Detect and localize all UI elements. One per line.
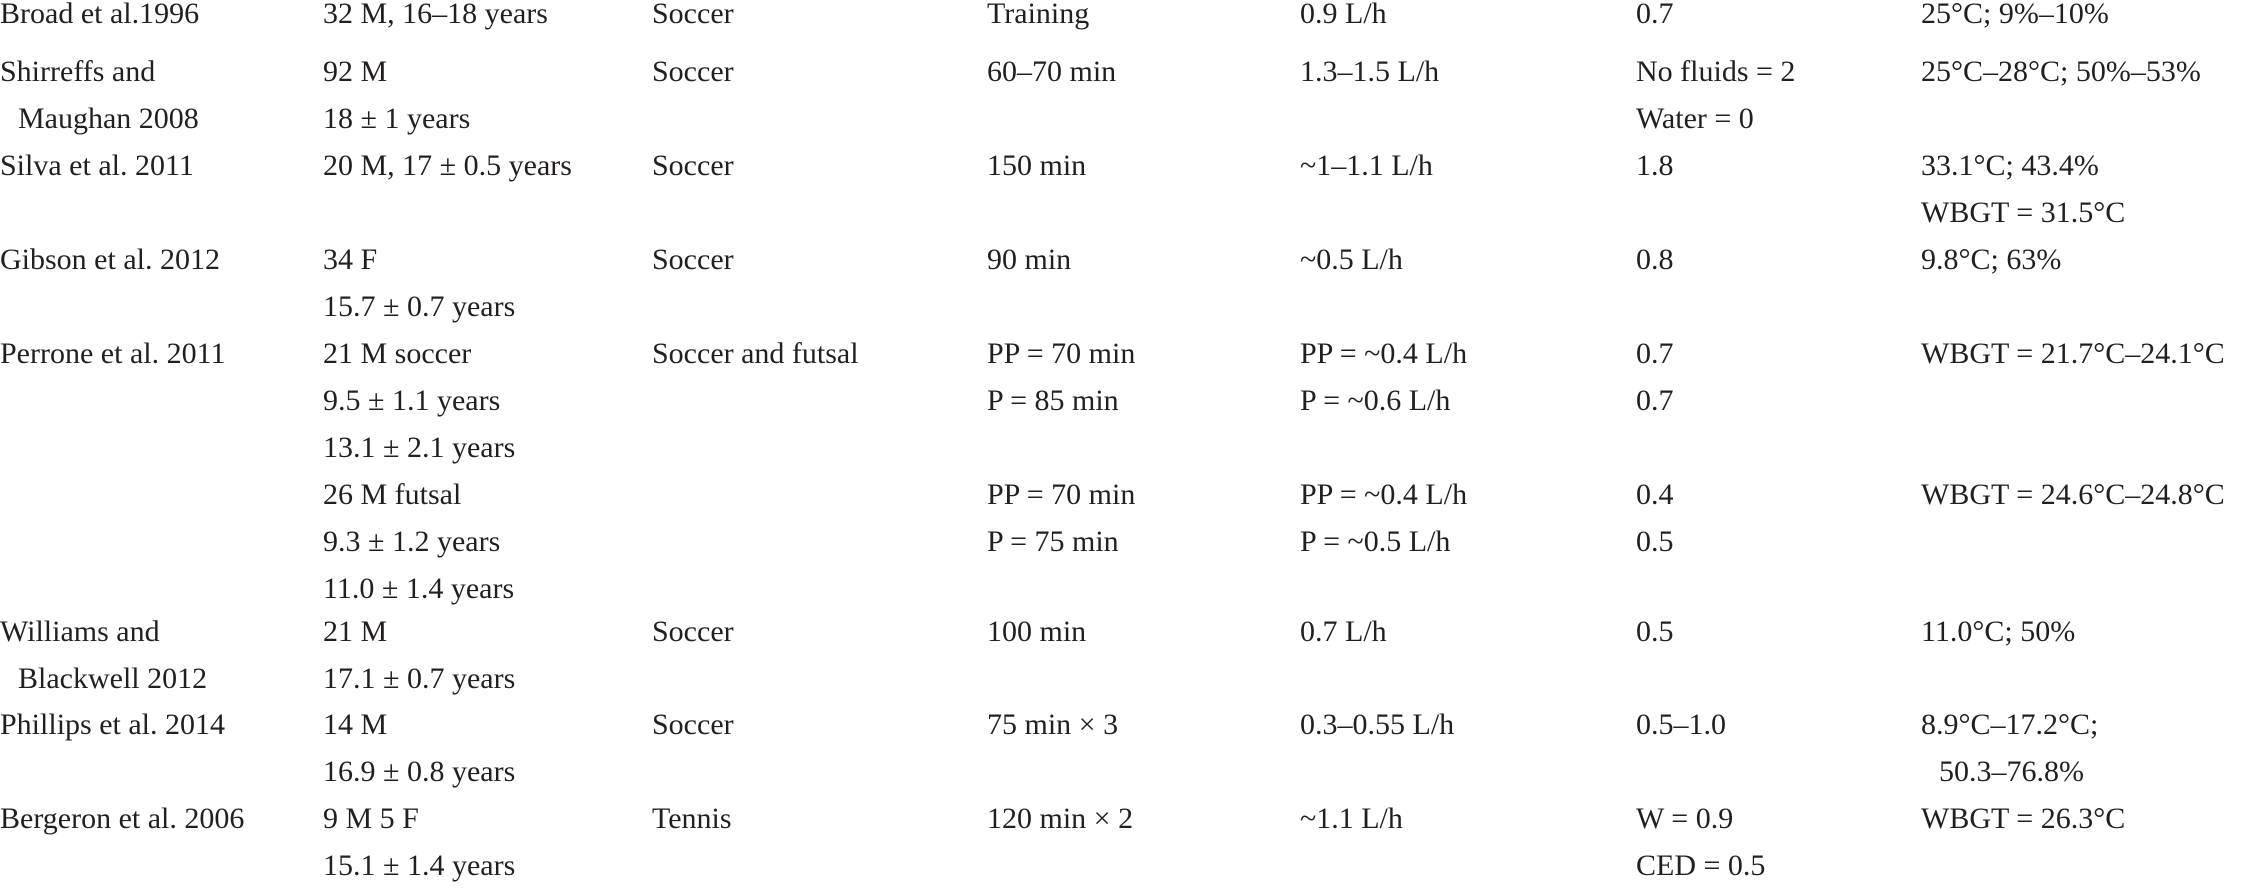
body-mass-loss-cell	[1636, 236, 1674, 283]
conditions-cell	[1921, 48, 2201, 95]
duration-cell	[987, 236, 1071, 283]
study-line: Shirreffs and	[0, 55, 156, 88]
study-line: Maughan 2008	[18, 102, 199, 135]
sweat-rate-line: 0.9 L/h	[1300, 0, 1387, 30]
body-mass-loss-line: 1.8	[1636, 149, 1674, 182]
sport-cell	[652, 236, 734, 283]
body-mass-loss-line: No fluids = 2	[1636, 55, 1796, 88]
body-mass-loss-cell	[1636, 795, 1765, 889]
study-cell	[0, 608, 207, 702]
conditions-line: 25°C; 9%–10%	[1921, 0, 2109, 30]
subjects-cell	[323, 471, 514, 612]
duration-cell	[987, 330, 1135, 424]
duration-cell	[987, 471, 1135, 565]
subjects-line: 34 F	[323, 243, 378, 276]
duration-line: Training	[987, 0, 1090, 30]
duration-cell	[987, 0, 1089, 37]
body-mass-loss-cell	[1636, 48, 1795, 142]
body-mass-loss-line: 0.8	[1636, 243, 1674, 276]
conditions-line: 9.8°C; 63%	[1921, 243, 2062, 276]
duration-line: 150 min	[987, 149, 1087, 182]
study-line: Silva et al. 2011	[0, 149, 194, 182]
body-mass-loss-cell	[1636, 0, 1674, 37]
study-cell	[0, 0, 199, 37]
body-mass-loss-cell	[1636, 608, 1674, 655]
subjects-cell	[323, 48, 470, 142]
sweat-rate-cell	[1300, 142, 1433, 189]
sport-line: Tennis	[652, 802, 732, 835]
duration-line: 120 min × 2	[987, 802, 1134, 835]
body-mass-loss-cell	[1636, 701, 1726, 748]
sweat-rate-line: ~1.1 L/h	[1300, 802, 1403, 835]
sweat-rate-cell	[1300, 701, 1454, 748]
sweat-rate-line: 1.3–1.5 L/h	[1300, 55, 1440, 88]
body-mass-loss-line: 0.7	[1636, 0, 1674, 30]
body-mass-loss-line: W = 0.9	[1636, 802, 1734, 835]
study-cell	[0, 795, 244, 842]
sport-line: Soccer	[652, 615, 734, 648]
duration-line: PP = 70 min	[987, 337, 1136, 370]
body-mass-loss-line: Water = 0	[1636, 102, 1754, 135]
duration-line: 100 min	[987, 615, 1087, 648]
subjects-cell	[323, 0, 548, 37]
conditions-line: 25°C–28°C; 50%–53%	[1921, 55, 2201, 88]
subjects-line: 26 M futsal	[323, 478, 462, 511]
sport-cell	[652, 701, 734, 748]
conditions-line: 8.9°C–17.2°C;	[1921, 708, 2099, 741]
sport-cell	[652, 608, 734, 655]
duration-line: P = 75 min	[987, 525, 1119, 558]
sweat-rate-line: P = ~0.5 L/h	[1300, 525, 1451, 558]
conditions-cell	[1921, 795, 2125, 842]
subjects-line: 20 M, 17 ± 0.5 years	[323, 149, 572, 182]
study-cell	[0, 142, 194, 189]
sweat-rate-cell	[1300, 330, 1467, 424]
duration-cell	[987, 701, 1118, 748]
subjects-line: 21 M soccer	[323, 337, 472, 370]
study-line: Gibson et al. 2012	[0, 243, 220, 276]
study-cell	[0, 236, 220, 283]
sweat-rate-cell	[1300, 795, 1403, 842]
sport-line: Soccer	[652, 149, 734, 182]
study-line: Perrone et al. 2011	[0, 337, 226, 370]
conditions-cell	[1921, 142, 2125, 236]
conditions-line: 33.1°C; 43.4%	[1921, 149, 2099, 182]
subjects-line: 18 ± 1 years	[323, 102, 471, 135]
study-line: Blackwell 2012	[18, 662, 208, 695]
conditions-cell	[1921, 0, 2109, 37]
duration-cell	[987, 142, 1086, 189]
conditions-line: WBGT = 26.3°C	[1921, 802, 2126, 835]
subjects-cell	[323, 795, 515, 889]
duration-cell	[987, 48, 1116, 95]
sweat-rate-line: 0.7 L/h	[1300, 615, 1387, 648]
sweat-rate-cell	[1300, 236, 1403, 283]
sport-cell	[652, 330, 859, 377]
sport-line: Soccer	[652, 0, 734, 30]
subjects-cell	[323, 701, 515, 795]
subjects-cell	[323, 608, 515, 702]
study-cell	[0, 701, 225, 748]
subjects-line: 9.3 ± 1.2 years	[323, 525, 501, 558]
subjects-line: 92 M	[323, 55, 388, 88]
duration-line: P = 85 min	[987, 384, 1119, 417]
subjects-line: 13.1 ± 2.1 years	[323, 431, 516, 464]
study-line: Bergeron et al. 2006	[0, 802, 245, 835]
conditions-cell	[1921, 701, 2098, 795]
sweat-rate-line: ~1–1.1 L/h	[1300, 149, 1433, 182]
subjects-line: 15.1 ± 1.4 years	[323, 849, 516, 882]
subjects-line: 17.1 ± 0.7 years	[323, 662, 516, 695]
study-cell	[0, 48, 199, 142]
body-mass-loss-cell	[1636, 471, 1674, 565]
duration-line: 90 min	[987, 243, 1072, 276]
subjects-line: 15.7 ± 0.7 years	[323, 290, 516, 323]
duration-line: 75 min × 3	[987, 708, 1119, 741]
subjects-cell	[323, 142, 572, 189]
sweat-rate-cell	[1300, 0, 1387, 37]
body-mass-loss-cell	[1636, 142, 1674, 189]
sport-cell	[652, 142, 734, 189]
conditions-cell	[1921, 608, 2075, 655]
conditions-line: WBGT = 21.7°C–24.1°C	[1921, 337, 2225, 370]
sport-cell	[652, 48, 734, 95]
sweat-rate-cell	[1300, 471, 1467, 565]
subjects-line: 21 M	[323, 615, 388, 648]
sweat-rate-line: 0.3–0.55 L/h	[1300, 708, 1455, 741]
sport-line: Soccer and futsal	[652, 337, 859, 370]
body-mass-loss-line: CED = 0.5	[1636, 849, 1766, 882]
subjects-line: 9 M 5 F	[323, 802, 419, 835]
sweat-rate-line: PP = ~0.4 L/h	[1300, 337, 1468, 370]
sweat-rate-line: P = ~0.6 L/h	[1300, 384, 1451, 417]
body-mass-loss-line: 0.5	[1636, 615, 1674, 648]
study-line: Broad et al.1996	[0, 0, 200, 30]
body-mass-loss-line: 0.7	[1636, 384, 1674, 417]
subjects-line: 32 M, 16–18 years	[323, 0, 548, 30]
sweat-rate-line: PP = ~0.4 L/h	[1300, 478, 1468, 511]
sport-line: Soccer	[652, 243, 734, 276]
subjects-line: 14 M	[323, 708, 388, 741]
conditions-line: 50.3–76.8%	[1939, 755, 2084, 788]
body-mass-loss-line: 0.5–1.0	[1636, 708, 1726, 741]
body-mass-loss-cell	[1636, 330, 1674, 424]
duration-line: 60–70 min	[987, 55, 1117, 88]
study-line: Williams and	[0, 615, 160, 648]
subjects-line: 9.5 ± 1.1 years	[323, 384, 501, 417]
subjects-cell	[323, 330, 515, 471]
duration-cell	[987, 795, 1133, 842]
sweat-rate-line: ~0.5 L/h	[1300, 243, 1403, 276]
conditions-line: WBGT = 31.5°C	[1921, 196, 2126, 229]
conditions-cell	[1921, 471, 2225, 518]
conditions-cell	[1921, 330, 2225, 377]
sweat-rate-cell	[1300, 48, 1439, 95]
sport-line: Soccer	[652, 55, 734, 88]
duration-line: PP = 70 min	[987, 478, 1136, 511]
body-mass-loss-line: 0.5	[1636, 525, 1674, 558]
body-mass-loss-line: 0.4	[1636, 478, 1674, 511]
sport-cell	[652, 0, 734, 37]
conditions-line: WBGT = 24.6°C–24.8°C	[1921, 478, 2225, 511]
conditions-cell	[1921, 236, 2061, 283]
study-line: Phillips et al. 2014	[0, 708, 225, 741]
conditions-line: 11.0°C; 50%	[1921, 615, 2076, 648]
sport-cell	[652, 795, 732, 842]
sweat-rate-cell	[1300, 608, 1387, 655]
subjects-line: 11.0 ± 1.4 years	[323, 572, 515, 605]
sport-line: Soccer	[652, 708, 734, 741]
subjects-cell	[323, 236, 515, 330]
body-mass-loss-line: 0.7	[1636, 337, 1674, 370]
subjects-line: 16.9 ± 0.8 years	[323, 755, 516, 788]
duration-cell	[987, 608, 1086, 655]
study-cell	[0, 330, 225, 377]
